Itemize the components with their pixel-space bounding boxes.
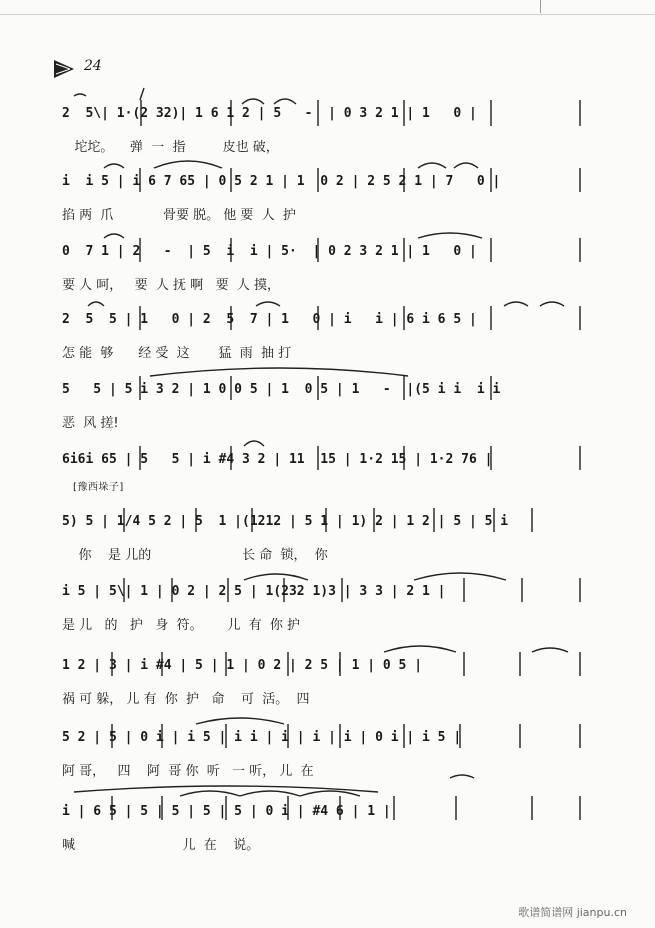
watermark: 歌谱简谱网 jianpu.cn	[518, 906, 627, 919]
lyrics-line: 恶 风 搓!	[62, 416, 119, 431]
lyrics-line: 你 是 儿的 长 命 锁， 你	[62, 548, 328, 563]
lyrics-line: 阿 哥， 四 阿 哥 你 听 一 听， 儿 在	[62, 764, 314, 779]
lyrics-line: 喊 儿 在 说。	[62, 838, 260, 853]
notation-line: 6i6i 65 | 5 5 | i #4 3 2 | 11 15 | 1·2 15 | 1·2 76 |	[62, 452, 493, 467]
lyrics-line: 坨坨。 弹 一 指 皮也 破，	[62, 140, 279, 155]
lyrics-line: 是 儿 的 护 身 符。 儿 有 你 护	[62, 618, 301, 633]
notation-line: 0 7 1 | 2 - | 5 i i | 5· | 0 2 3 2 1 | 1 0 |	[62, 244, 477, 259]
notation-line: i i 5 | i 6 7 65 | 0 5 2 1 | 1 0 2 | 2 5 2 1 | 7 0 |	[62, 174, 501, 189]
lyrics-line: 怎 能 够 经 受 这 猛 雨 抽 打	[62, 346, 292, 361]
notation-line: 2 5 5 | 1 0 | 2 5 7 | 1 0 | i i | 6 i 6 5 |	[62, 312, 477, 327]
lyrics-line: 祸 可 躲， 儿 有 你 护 命 可 活。 四	[62, 692, 310, 707]
notation-line: 5 5 | 5 i 3 2 | 1 0 0 5 | 1 0 5 | 1 - |(5 i i i i	[62, 382, 501, 397]
notation-line: 1 2 | 3 | i #4 | 5 | 1 | 0 2 | 2 5 | 1 | 0 5 |	[62, 658, 423, 673]
page-number: 24	[84, 58, 102, 74]
notation-line: 5) 5 | 1/4 5 2 | 5 1 |(1212 | 5 1 | 1) 2 | 1 2 | 5 | 5 i	[62, 514, 509, 529]
notation-line: i | 6 5 | 5 | 5 | 5 | 5 | 0 i | #4 6 | 1 |	[62, 804, 391, 819]
notation-line: 2 5\| 1·(2 32)| 1 6 1 2 | 5 - | 0 3 2 1 | 1 0 |	[62, 106, 477, 121]
notation-line: i 5 | 5\| 1 | 0 2 | 2 5 | 1(232 1)3 | 3 3 | 2 1 |	[62, 584, 446, 599]
notation-line: 5 2 | 5 | 0 i | i 5 | i i | i | i | i | 0 i | i 5 |	[62, 730, 462, 745]
section-label: [豫西垛子]	[73, 482, 124, 493]
lyrics-line: 要 人 呵， 要 人 抚 啊 要 人 摸，	[62, 278, 280, 293]
lyrics-line: 掐 两 爪 骨要 脱。 他 要 人 护	[62, 208, 296, 223]
